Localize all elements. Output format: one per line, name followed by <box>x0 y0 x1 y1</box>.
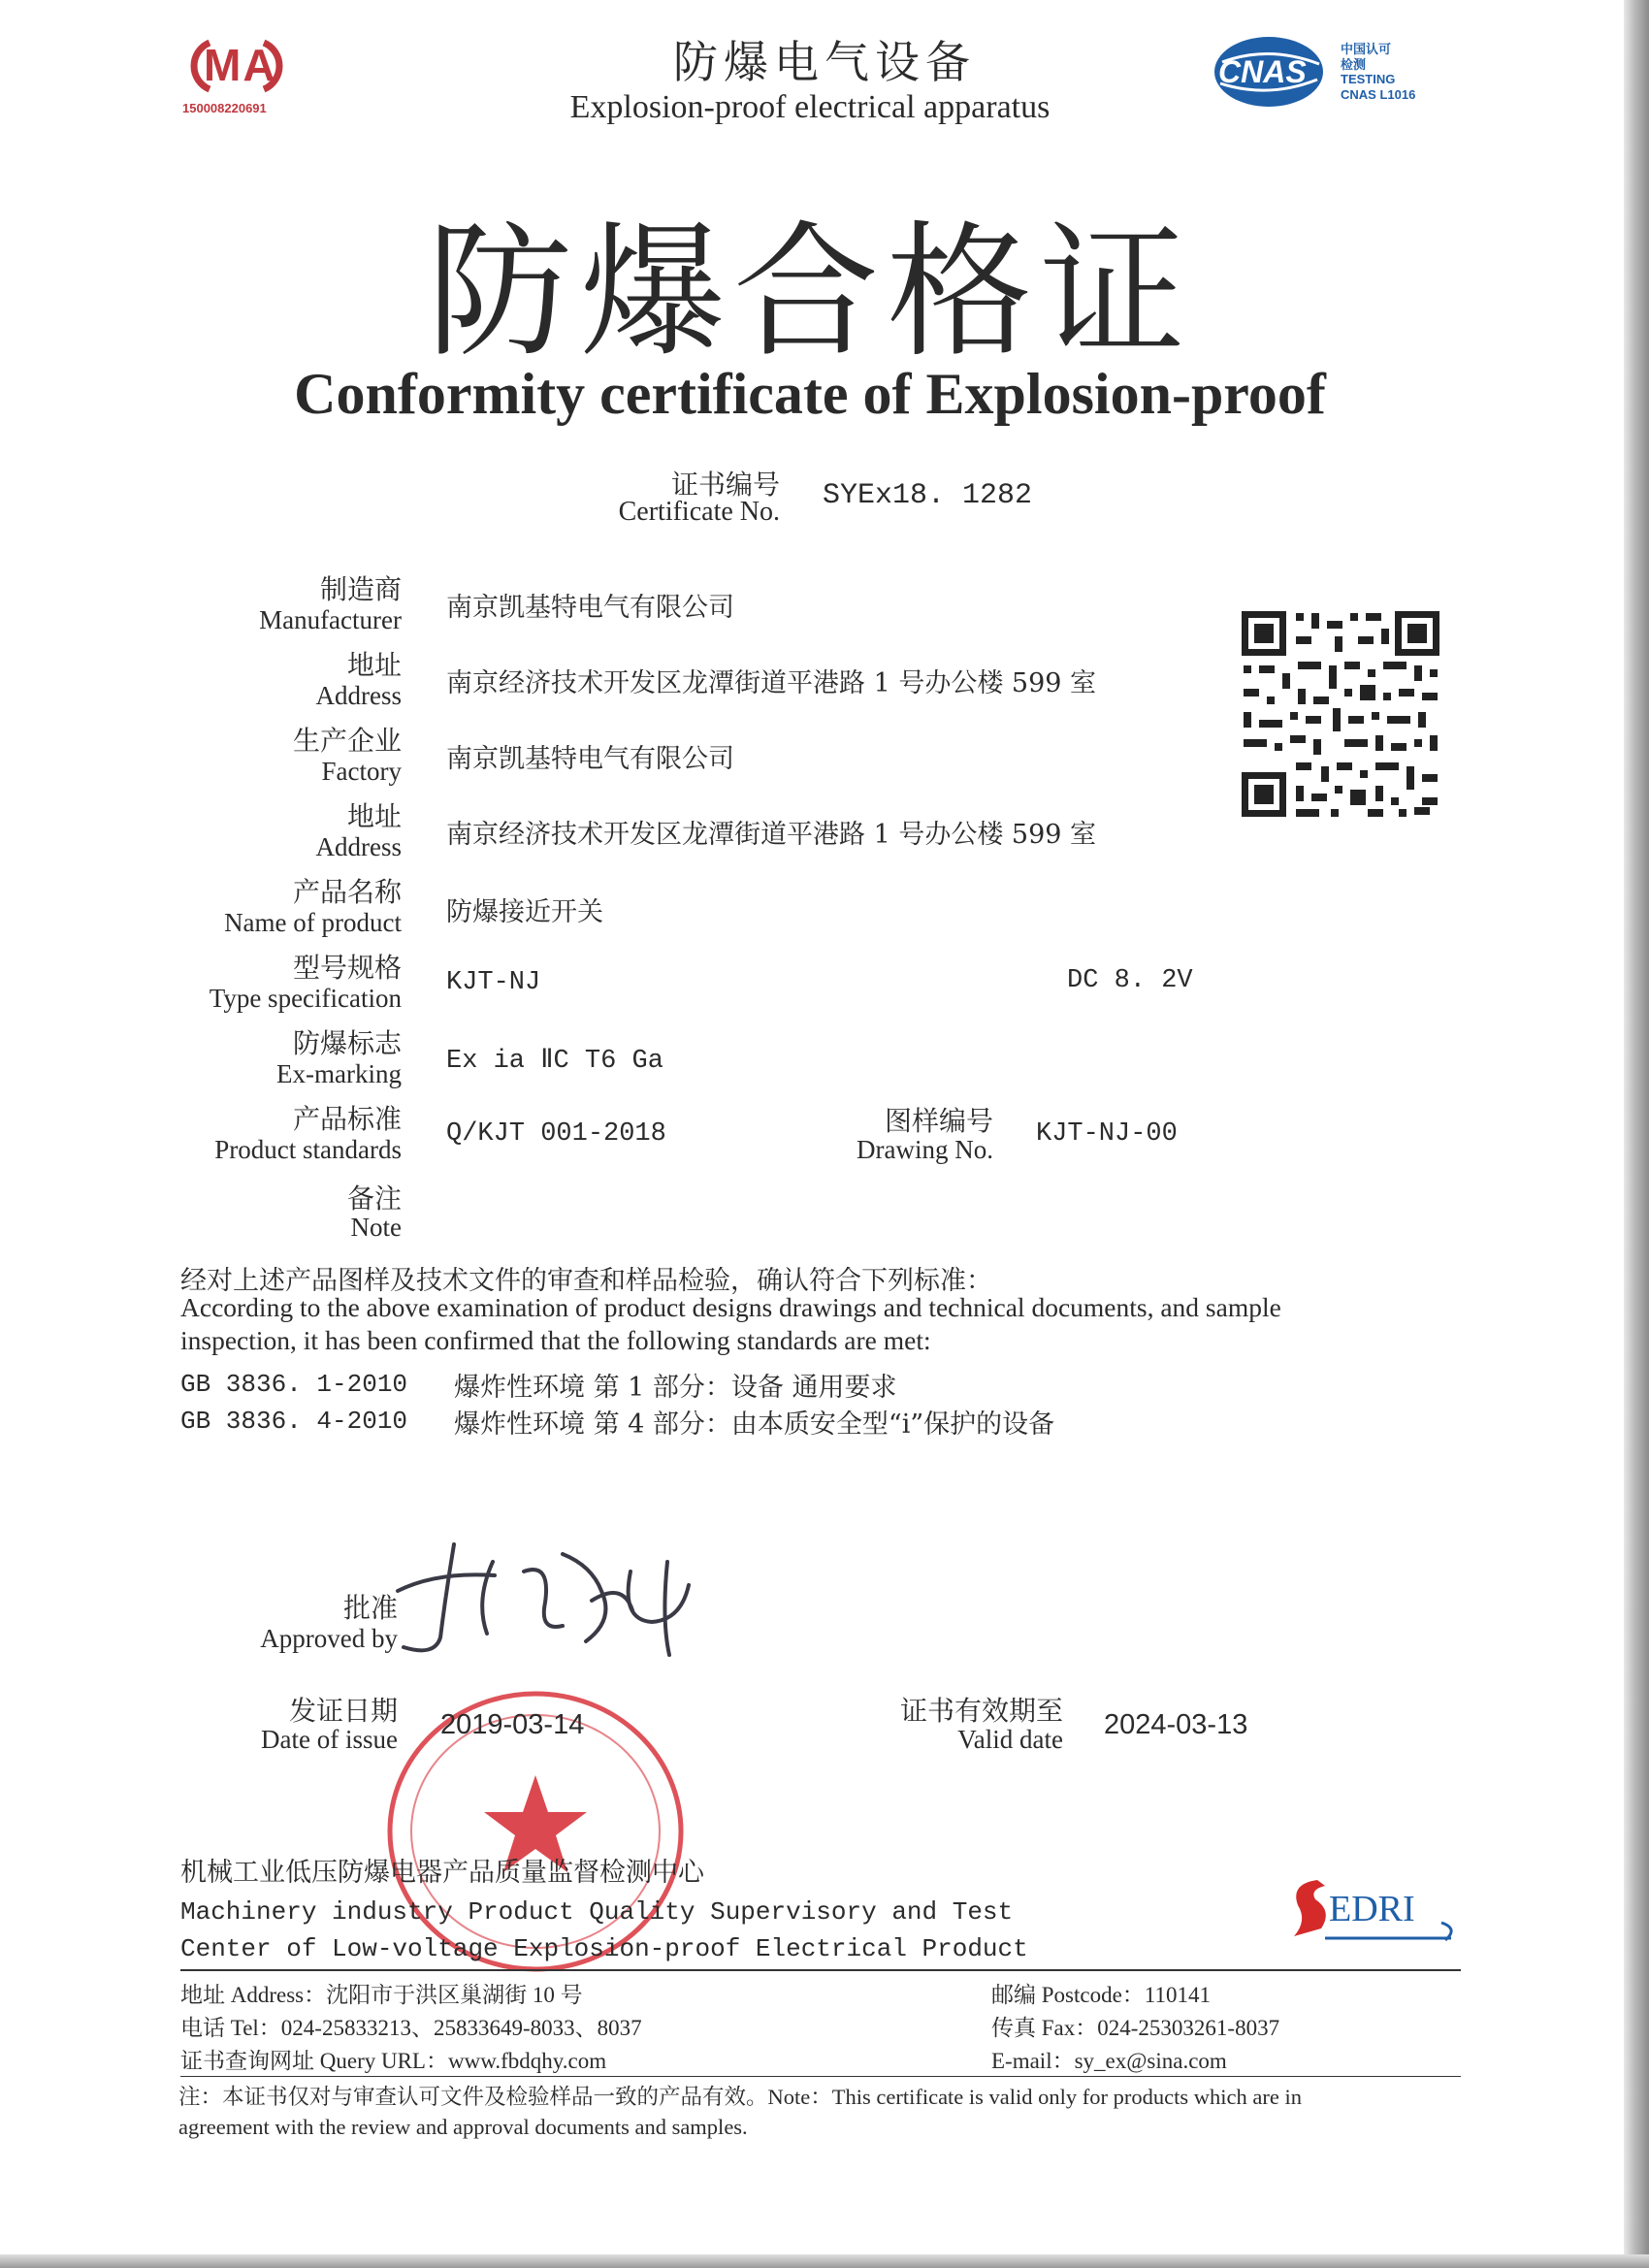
type-voltage: DC 8. 2V <box>1067 966 1193 995</box>
standard-code: GB 3836. 4-2010 <box>180 1407 408 1436</box>
cert-label-en: Certificate No. <box>618 497 780 527</box>
qr-code-icon <box>1238 607 1443 821</box>
contact-url: 证书查询网址 Query URL：www.fbdqhy.com <box>180 2049 607 2073</box>
center-name-en-1: Machinery industry Product Quality Supervisory and Test <box>180 1897 1014 1927</box>
field-value: 南京凯基特电气有限公司 <box>446 593 734 623</box>
valid-date: 2024-03-13 <box>1104 1709 1248 1740</box>
field-label-en: Factory <box>321 757 402 786</box>
cnas-logo <box>1212 35 1445 113</box>
cnas-line1: 中国认可 <box>1341 42 1392 56</box>
cert-number: SYEx18. 1282 <box>823 479 1033 512</box>
center-name-cn: 机械工业低压防爆电器产品质量监督检测中心 <box>180 1858 704 1888</box>
signature-icon <box>378 1533 728 1678</box>
statement-cn: 经对上述产品图样及技术文件的审查和样品检验，确认符合下列标准： <box>180 1266 992 1296</box>
field-label-cn: 制造商 <box>319 573 402 605</box>
field-label-en: Type specification <box>209 984 402 1013</box>
cnas-text: CNAS <box>1218 54 1307 89</box>
issue-label-cn: 发证日期 <box>288 1695 398 1727</box>
drawing-label-en: Drawing No. <box>857 1135 993 1164</box>
cnas-line3: TESTING <box>1341 72 1396 86</box>
page-bottom-shadow <box>0 2254 1649 2268</box>
field-label-cn: 产品标准 <box>292 1103 402 1135</box>
valid-label-en: Valid date <box>957 1725 1063 1754</box>
field-label-cn: 型号规格 <box>292 952 402 984</box>
field-value: 南京经济技术开发区龙潭街道平港路 1 号办公楼 599 室 <box>446 668 1097 698</box>
field-label-cn: 防爆标志 <box>292 1027 402 1059</box>
field-label-cn: 地址 <box>346 800 402 832</box>
field-label-en: Manufacturer <box>259 605 402 634</box>
standard-desc: 爆炸性环境 第 4 部分：由本质安全型“i”保护的设备 <box>454 1409 1055 1440</box>
field-label-en: Product standards <box>214 1135 402 1164</box>
footnote-line-1: 注：本证书仅对与审查认可文件及检验样品一致的产品有效。Note：This certificate is valid only for products which are in <box>178 2085 1302 2109</box>
main-title-en: Conformity certificate of Explosion-proof <box>294 362 1326 426</box>
approver-signature <box>378 1533 728 1678</box>
field-value: KJT-NJ <box>446 968 541 997</box>
qr-code <box>1238 607 1443 821</box>
footnote-line-2: agreement with the review and approval documents and samples. <box>178 2115 748 2139</box>
cert-label-cn: 证书编号 <box>670 469 780 501</box>
cnas-line2: 检测 <box>1341 57 1367 72</box>
field-label-cn: 地址 <box>346 649 402 681</box>
main-title-cn: 防爆合格证 <box>426 209 1193 377</box>
contact-postcode: 邮编 Postcode：110141 <box>991 1983 1211 2007</box>
drawing-label-cn: 图样编号 <box>884 1105 993 1137</box>
edri-text: EDRI <box>1329 1889 1415 1929</box>
header-title-en: Explosion-proof electrical apparatus <box>569 89 1051 125</box>
statement-en-1: According to the above examination of product designs drawings and technical documents, and sample <box>180 1292 1281 1322</box>
divider-line <box>180 2076 1461 2077</box>
approved-label-cn: 批准 <box>342 1592 398 1624</box>
field-value: 南京凯基特电气有限公司 <box>446 744 734 774</box>
header-title-cn: 防爆电气设备 <box>673 36 976 88</box>
issue-label-en: Date of issue <box>261 1725 398 1754</box>
standard-code: GB 3836. 1-2010 <box>180 1370 408 1399</box>
contact-tel: 电话 Tel：024-25833213、25833649-8033、8037 <box>180 2016 642 2040</box>
field-label-en: Address <box>315 832 402 861</box>
field-label-en: Ex-marking <box>276 1059 402 1088</box>
field-label-en: Note <box>350 1213 402 1242</box>
field-label-cn: 产品名称 <box>292 876 402 908</box>
field-label-en: Address <box>315 681 402 710</box>
center-name-en-2: Center of Low-voltage Explosion-proof Electrical Product <box>180 1934 1028 1963</box>
page-edge-shadow <box>1624 0 1649 2268</box>
field-value: Ex ia ⅡC T6 Ga <box>446 1047 663 1076</box>
field-value: Q/KJT 001-2018 <box>446 1119 666 1149</box>
ma-mark: MA <box>204 40 277 90</box>
drawing-number: KJT-NJ-00 <box>1036 1119 1178 1149</box>
standard-desc: 爆炸性环境 第 1 部分：设备 通用要求 <box>454 1373 897 1403</box>
field-label-cn: 备注 <box>346 1183 402 1215</box>
field-label-en: Name of product <box>224 908 402 937</box>
contact-email: E-mail：sy_ex@sina.com <box>991 2049 1227 2073</box>
contact-address: 地址 Address：沈阳市于洪区巢湖街 10 号 <box>180 1983 583 2007</box>
statement-en-2: inspection, it has been confirmed that the following standards are met: <box>180 1325 931 1355</box>
field-value: 防爆接近开关 <box>446 897 603 927</box>
cnas-line4: CNAS L1016 <box>1341 87 1416 102</box>
field-label-cn: 生产企业 <box>292 725 402 757</box>
issue-date: 2019-03-14 <box>440 1709 585 1740</box>
edri-logo <box>1286 1872 1461 1950</box>
divider-line <box>180 1969 1461 1971</box>
approved-label-en: Approved by <box>260 1624 398 1653</box>
contact-fax: 传真 Fax：024-25303261-8037 <box>991 2016 1280 2040</box>
field-value: 南京经济技术开发区龙潭街道平港路 1 号办公楼 599 室 <box>446 820 1097 850</box>
ma-number: 150008220691 <box>182 101 267 115</box>
valid-label-cn: 证书有效期至 <box>899 1695 1063 1727</box>
